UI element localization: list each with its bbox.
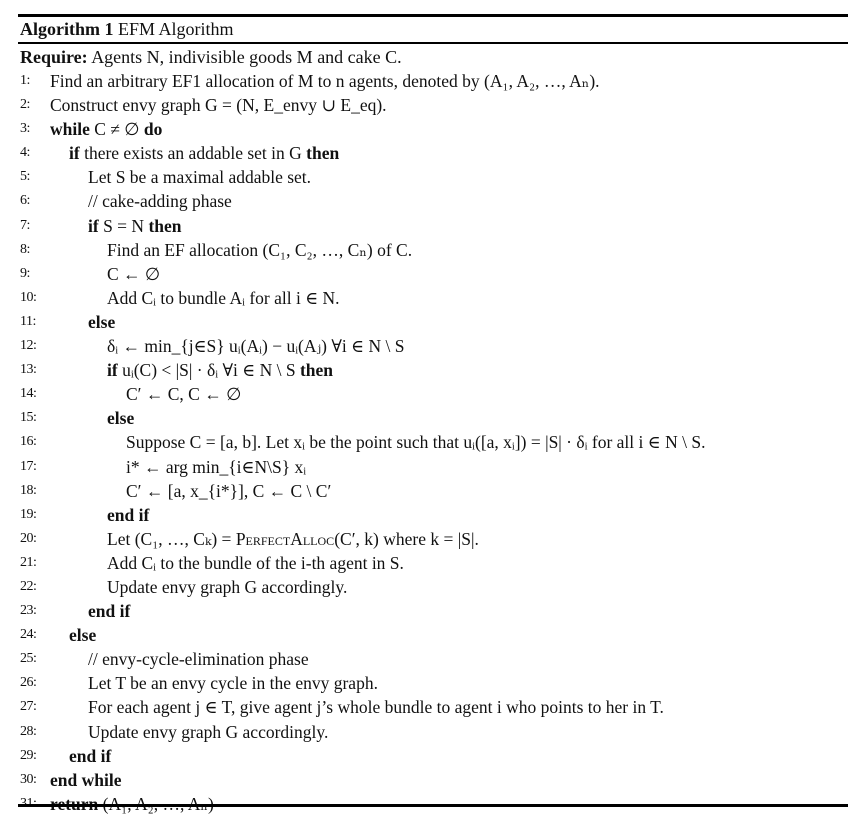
line-text: C′ ← C, C ← ∅ — [126, 384, 242, 405]
line-number: 9: — [20, 265, 30, 281]
line-text: Add Cᵢ to the bundle of the i-th agent in S. — [107, 552, 404, 573]
algorithm-body — [20, 69, 850, 816]
line-number: 28: — [20, 723, 37, 739]
line-text: end if — [107, 504, 150, 525]
line-number: 29: — [20, 747, 37, 763]
algorithm-line — [20, 623, 850, 647]
line-number: 8: — [20, 241, 30, 257]
line-number: 10: — [20, 289, 37, 305]
algorithm-line — [20, 527, 850, 551]
line-number: 18: — [20, 482, 37, 498]
line-number: 15: — [20, 410, 37, 426]
line-text: else — [107, 408, 135, 429]
line-text: i* ← arg min_{i∈N\S} xᵢ — [126, 456, 307, 477]
line-text: Add Cᵢ to bundle Aᵢ for all i ∈ N. — [107, 287, 340, 308]
algorithm-line — [20, 141, 850, 165]
algorithm-line — [20, 455, 850, 479]
line-number: 26: — [20, 675, 37, 691]
line-text: else — [69, 625, 97, 646]
algorithm-line — [20, 165, 850, 189]
line-text: if there exists an addable set in G then — [69, 143, 340, 164]
algorithm-line — [20, 479, 850, 503]
line-text: C′ ← [a, x_{i*}], C ← C \ C′ — [126, 480, 332, 501]
algorithm-caption — [20, 18, 234, 40]
line-text: end if — [69, 745, 112, 766]
line-number: 3: — [20, 121, 30, 137]
line-number: 4: — [20, 145, 30, 161]
algorithm-line — [20, 551, 850, 575]
algorithm-line — [20, 117, 850, 141]
line-text: end while — [50, 769, 122, 790]
require-label: Require: — [20, 47, 88, 67]
top-rule — [18, 14, 848, 17]
algorithm-line — [20, 358, 850, 382]
line-text: C ← ∅ — [107, 263, 161, 284]
algorithm-line — [20, 575, 850, 599]
line-number: 1: — [20, 73, 30, 88]
algorithm-line — [20, 406, 850, 430]
line-number: 17: — [20, 458, 37, 474]
line-text: Update envy graph G accordingly. — [88, 721, 329, 742]
line-text: Update envy graph G accordingly. — [107, 576, 348, 597]
algorithm-line — [20, 286, 850, 310]
line-number: 5: — [20, 169, 30, 185]
algorithm-line — [20, 768, 850, 792]
line-text: δᵢ ← min_{j∈S} uᵢ(Aᵢ) − uᵢ(Aⱼ) ∀i ∈ N \ S — [107, 336, 405, 357]
line-number: 19: — [20, 506, 37, 522]
algorithm-line — [20, 238, 850, 262]
line-number: 16: — [20, 434, 37, 450]
line-text: Let T be an envy cycle in the envy graph. — [88, 673, 378, 694]
line-text: while C ≠ ∅ do — [50, 119, 163, 140]
line-number: 13: — [20, 362, 37, 378]
algorithm-line — [20, 599, 850, 623]
line-text: Construct envy graph G = (N, E_envy ∪ E_eq). — [50, 95, 387, 116]
line-text: For each agent j ∈ T, give agent j’s whole bundle to agent i who points to her in T. — [88, 697, 664, 718]
algorithm-line — [20, 503, 850, 527]
line-text: if S = N then — [88, 215, 182, 236]
algorithm-line — [20, 310, 850, 334]
line-text: // cake-adding phase — [88, 191, 232, 212]
algorithm-line — [20, 214, 850, 238]
algorithm-line — [20, 647, 850, 671]
algorithm-title: EFM Algorithm — [118, 19, 234, 39]
algorithm-line — [20, 695, 850, 719]
line-text: else — [88, 311, 116, 332]
line-number: 20: — [20, 530, 37, 546]
line-number: 14: — [20, 386, 37, 402]
line-text: // envy-cycle-elimination phase — [88, 649, 309, 670]
line-text: if uᵢ(C) < |S| · δᵢ ∀i ∈ N \ S then — [107, 360, 333, 381]
algorithm-line — [20, 93, 850, 117]
line-text: Find an EF allocation (C₁, C₂, …, Cₙ) of C. — [107, 239, 413, 260]
algorithm-line — [20, 720, 850, 744]
line-number: 11: — [20, 313, 36, 329]
algorithm-line — [20, 744, 850, 768]
algorithm-line — [20, 69, 850, 93]
require-line — [20, 46, 402, 68]
line-number: 6: — [20, 193, 30, 209]
caption-rule — [18, 42, 848, 44]
line-number: 21: — [20, 554, 37, 570]
algorithm-line — [20, 334, 850, 358]
algorithm-line — [20, 671, 850, 695]
line-number: 27: — [20, 699, 37, 715]
algorithm-line — [20, 430, 850, 454]
algorithm-label: Algorithm 1 — [20, 19, 114, 39]
algorithm-line — [20, 189, 850, 213]
line-number: 2: — [20, 97, 30, 113]
algorithm-line — [20, 262, 850, 286]
line-text: end if — [88, 601, 131, 622]
line-number: 23: — [20, 603, 37, 619]
line-number: 7: — [20, 217, 30, 233]
line-text: Suppose C = [a, b]. Let xᵢ be the point such that uᵢ([a, xᵢ]) = |S| · δᵢ for all i ∈ N \ S. — [126, 432, 706, 453]
line-number: 22: — [20, 578, 37, 594]
line-text: Let S be a maximal addable set. — [88, 167, 312, 188]
line-text: Find an arbitrary EF1 allocation of M to n agents, denoted by (A₁, A₂, …, Aₙ). — [50, 71, 600, 91]
line-number: 12: — [20, 338, 37, 354]
line-number: 24: — [20, 627, 37, 643]
line-number: 25: — [20, 651, 37, 667]
require-text: Agents N, indivisible goods M and cake C. — [91, 47, 402, 67]
algorithm-line — [20, 382, 850, 406]
line-number: 30: — [20, 771, 37, 787]
bottom-rule — [18, 804, 848, 807]
line-text: Let (C₁, …, Cₖ) = PerfectAlloc(C′, k) where k = |S|. — [107, 528, 479, 549]
